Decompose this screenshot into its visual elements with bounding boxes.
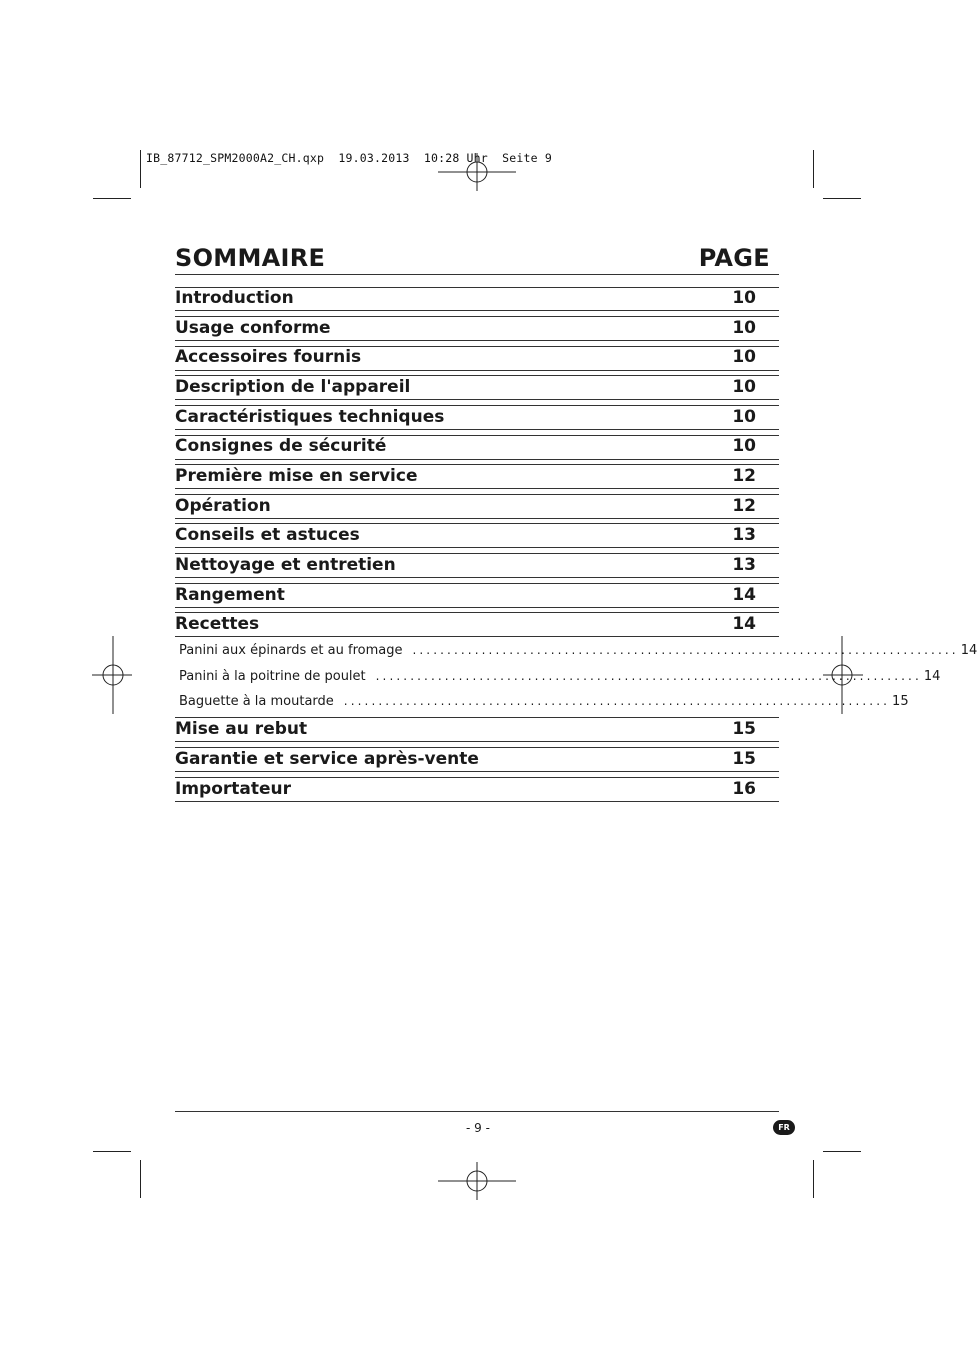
crop-mark [813,150,814,188]
toc-subentry-page: 14 [923,669,941,684]
divider [175,399,779,400]
toc-entry-page: 12 [732,496,756,516]
divider [175,464,779,465]
divider [175,607,779,608]
divider [175,771,779,772]
toc-entry-label: Première mise en service [175,466,418,486]
toc-entry-label: Recettes [175,614,260,634]
divider [175,459,779,460]
toc-subentry-page: 15 [892,694,909,709]
toc-subentry-label: Baguette à la moutarde [179,694,334,709]
dot-leader: ............................................................................... [412,643,959,657]
toc-entry-label: Mise au rebut [175,719,308,739]
divider [175,577,779,578]
toc-entry-page: 13 [732,555,756,575]
toc-entry-page: 15 [732,719,756,739]
divider [175,547,779,548]
footer-rule [175,1111,779,1112]
divider [175,488,779,489]
toc-subentry-label: Panini aux épinards et au fromage [179,643,403,658]
toc-entry[interactable] [175,614,756,634]
divider [175,429,779,430]
toc-subentry[interactable] [179,643,977,658]
toc-entry-label: Garantie et service après-vente [175,749,479,769]
toc-entry[interactable] [175,585,756,605]
toc-entry-page: 14 [732,585,756,605]
toc-entry[interactable] [175,779,756,799]
toc-entry-page: 10 [732,436,756,456]
dot-leader: ............................................................................... [343,694,891,708]
toc-entry[interactable] [175,525,756,545]
toc-entry-label: Nettoyage et entretien [175,555,396,575]
toc-entry-page: 13 [732,525,756,545]
toc-subentry[interactable] [179,694,909,709]
toc-entry-label: Caractéristiques techniques [175,407,445,427]
page-column-label: PAGE [698,244,770,272]
toc-entry-page: 10 [732,318,756,338]
divider [175,310,779,311]
divider [175,405,779,406]
toc-entry[interactable] [175,749,756,769]
crop-mark [140,150,141,188]
dot-leader: ............................................................................... [375,669,922,683]
divider [175,375,779,376]
toc-entry-page: 10 [732,288,756,308]
crop-mark [93,1151,131,1152]
registration-mark-icon [438,133,516,211]
divider [175,553,779,554]
language-badge: FR [773,1120,795,1135]
divider [175,494,779,495]
toc-entry[interactable] [175,719,756,739]
crop-mark [823,198,861,199]
divider [175,340,779,341]
crop-mark [823,1151,861,1152]
divider [175,518,779,519]
toc-subentry-page: 14 [960,643,977,658]
toc-entry[interactable] [175,496,756,516]
divider [175,777,779,778]
toc-entry[interactable] [175,318,756,338]
divider [175,717,779,718]
toc-entry[interactable] [175,466,756,486]
toc-entry[interactable] [175,377,756,397]
toc-entry-label: Introduction [175,288,294,308]
title-rule [175,274,779,275]
toc-entry[interactable] [175,347,756,367]
divider [175,370,779,371]
page-title: SOMMAIRE [175,244,326,272]
toc-entry-label: Rangement [175,585,285,605]
divider [175,612,779,613]
divider [175,747,779,748]
page-number: - 9 - [466,1121,490,1135]
divider [175,741,779,742]
toc-entry-label: Conseils et astuces [175,525,360,545]
registration-mark-icon [74,636,152,714]
toc-entry[interactable] [175,288,756,308]
divider [175,583,779,584]
divider [175,636,779,637]
toc-entry-page: 16 [732,779,756,799]
printer-slug: IB_87712_SPM2000A2_CH.qxp 19.03.2013 10:28 Uhr Seite 9 [146,151,553,165]
crop-mark [813,1160,814,1198]
toc-entry-page: 14 [732,614,756,634]
toc-entry-page: 10 [732,347,756,367]
divider [175,801,779,802]
divider [175,523,779,524]
toc-subentry[interactable] [179,669,941,684]
toc-entry-label: Opération [175,496,271,516]
toc-entry-label: Usage conforme [175,318,331,338]
toc-entry-label: Description de l'appareil [175,377,411,397]
toc-entry[interactable] [175,555,756,575]
toc-entry[interactable] [175,436,756,456]
toc-entry[interactable] [175,407,756,427]
toc-entry-label: Importateur [175,779,292,799]
toc-entry-page: 10 [732,377,756,397]
toc-entry-label: Consignes de sécurité [175,436,387,456]
registration-mark-icon [438,1142,516,1220]
divider [175,316,779,317]
crop-mark [140,1160,141,1198]
toc-entry-page: 12 [732,466,756,486]
toc-entry-page: 15 [732,749,756,769]
toc-entry-page: 10 [732,407,756,427]
crop-mark [93,198,131,199]
toc-entry-label: Accessoires fournis [175,347,362,367]
toc-subentry-label: Panini à la poitrine de poulet [179,669,366,684]
